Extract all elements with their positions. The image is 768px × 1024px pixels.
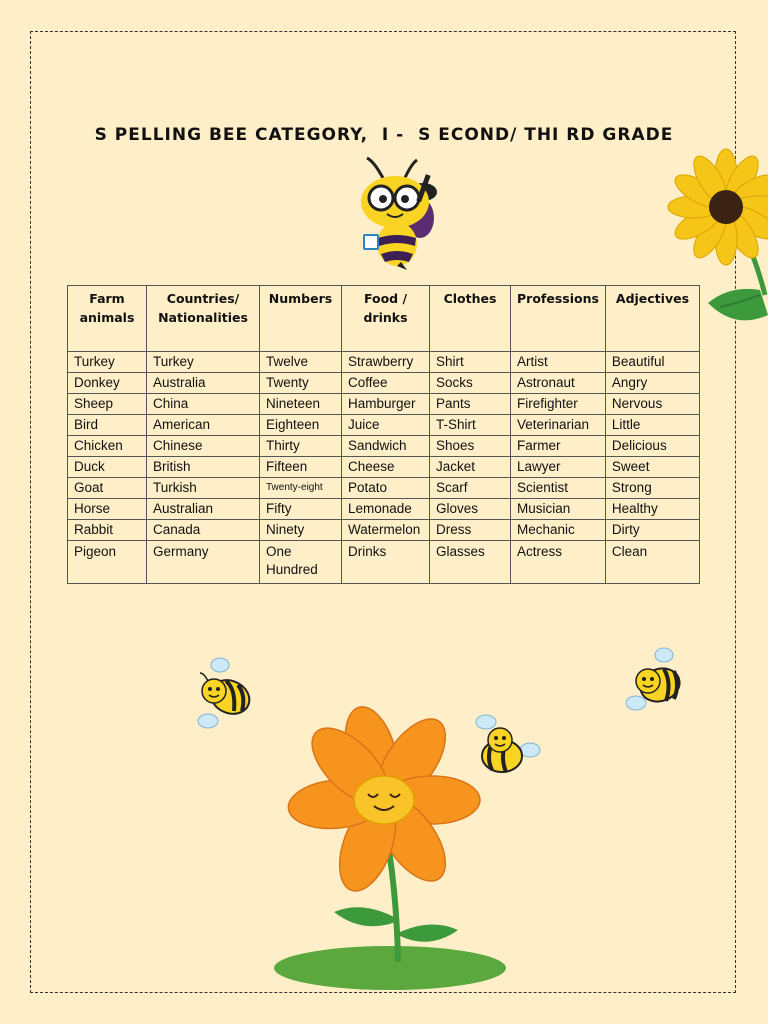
column-header: Clothes (430, 286, 511, 352)
table-cell: Twenty (260, 373, 342, 394)
table-row (68, 436, 700, 457)
nerd-bee-icon (345, 152, 445, 272)
flying-bee-icon (622, 645, 688, 715)
table-row (68, 415, 700, 436)
table-cell: Turkey (68, 352, 147, 373)
table-cell: Delicious (605, 436, 699, 457)
table-cell: Sheep (68, 394, 147, 415)
table-cell: British (147, 457, 260, 478)
table-cell: Little (605, 415, 699, 436)
table-cell: China (147, 394, 260, 415)
column-header: Numbers (260, 286, 342, 352)
column-header: Farm animals (68, 286, 147, 352)
table-cell: Cheese (342, 457, 430, 478)
table-cell: Actress (511, 541, 606, 584)
table-row (68, 352, 700, 373)
table-cell: Watermelon (342, 520, 430, 541)
table-cell: Strawberry (342, 352, 430, 373)
table-cell: Dirty (605, 520, 699, 541)
table-cell: T-Shirt (430, 415, 511, 436)
table-cell: Canada (147, 520, 260, 541)
table-cell: Chicken (68, 436, 147, 457)
table-cell: Juice (342, 415, 430, 436)
table-cell: Donkey (68, 373, 147, 394)
table-cell: Veterinarian (511, 415, 606, 436)
table-cell: Musician (511, 499, 606, 520)
table-cell: Beautiful (605, 352, 699, 373)
table-row (68, 478, 700, 499)
table-cell: Sweet (605, 457, 699, 478)
table-cell: Nervous (605, 394, 699, 415)
table-cell: Glasses (430, 541, 511, 584)
table-cell: Horse (68, 499, 147, 520)
table-cell: Nineteen (260, 394, 342, 415)
table-cell: One Hundred (260, 541, 342, 584)
table-cell: Mechanic (511, 520, 606, 541)
table-cell: Twenty-eight (260, 478, 342, 499)
table-cell: Pigeon (68, 541, 147, 584)
table-row (68, 499, 700, 520)
table-cell: Fifty (260, 499, 342, 520)
table-cell: Lawyer (511, 457, 606, 478)
table-cell: Goat (68, 478, 147, 499)
table-cell: Astronaut (511, 373, 606, 394)
column-header: Food / drinks (342, 286, 430, 352)
column-header: Adjectives (605, 286, 699, 352)
column-header: Countries/ Nationalities (147, 286, 260, 352)
table-cell: Shirt (430, 352, 511, 373)
table-cell: Angry (605, 373, 699, 394)
smiling-flower-icon (262, 700, 512, 992)
table-cell: Dress (430, 520, 511, 541)
table-cell: Potato (342, 478, 430, 499)
table-cell: Turkey (147, 352, 260, 373)
table-cell: Jacket (430, 457, 511, 478)
table-cell: Lemonade (342, 499, 430, 520)
word-table (67, 285, 700, 584)
table-row (68, 394, 700, 415)
table-cell: Australia (147, 373, 260, 394)
table-cell: Chinese (147, 436, 260, 457)
table-cell: Hamburger (342, 394, 430, 415)
table-cell: Strong (605, 478, 699, 499)
flying-bee-icon (190, 655, 256, 731)
table-cell: Bird (68, 415, 147, 436)
table-cell: Healthy (605, 499, 699, 520)
table-cell: Socks (430, 373, 511, 394)
table-cell: Duck (68, 457, 147, 478)
table-cell: Clean (605, 541, 699, 584)
table-cell: Germany (147, 541, 260, 584)
table-cell: Australian (147, 499, 260, 520)
page-title: S PELLING BEE CATEGORY, I - S ECOND/ THI RD GRADE (94, 125, 674, 145)
table-row (68, 541, 700, 584)
table-cell: Artist (511, 352, 606, 373)
table-cell: Farmer (511, 436, 606, 457)
table-row (68, 520, 700, 541)
table-cell: Drinks (342, 541, 430, 584)
table-cell: Eighteen (260, 415, 342, 436)
column-header: Professions (511, 286, 606, 352)
table-cell: Ninety (260, 520, 342, 541)
table-cell: Sandwich (342, 436, 430, 457)
table-cell: Coffee (342, 373, 430, 394)
table-cell: Scarf (430, 478, 511, 499)
table-cell: Turkish (147, 478, 260, 499)
table-row (68, 373, 700, 394)
table-cell: American (147, 415, 260, 436)
table-cell: Thirty (260, 436, 342, 457)
table-cell: Scientist (511, 478, 606, 499)
table-header-row (68, 286, 700, 352)
table-cell: Fifteen (260, 457, 342, 478)
table-cell: Pants (430, 394, 511, 415)
table-cell: Rabbit (68, 520, 147, 541)
table-row (68, 457, 700, 478)
table-cell: Shoes (430, 436, 511, 457)
table-cell: Firefighter (511, 394, 606, 415)
table-cell: Gloves (430, 499, 511, 520)
table-cell: Twelve (260, 352, 342, 373)
